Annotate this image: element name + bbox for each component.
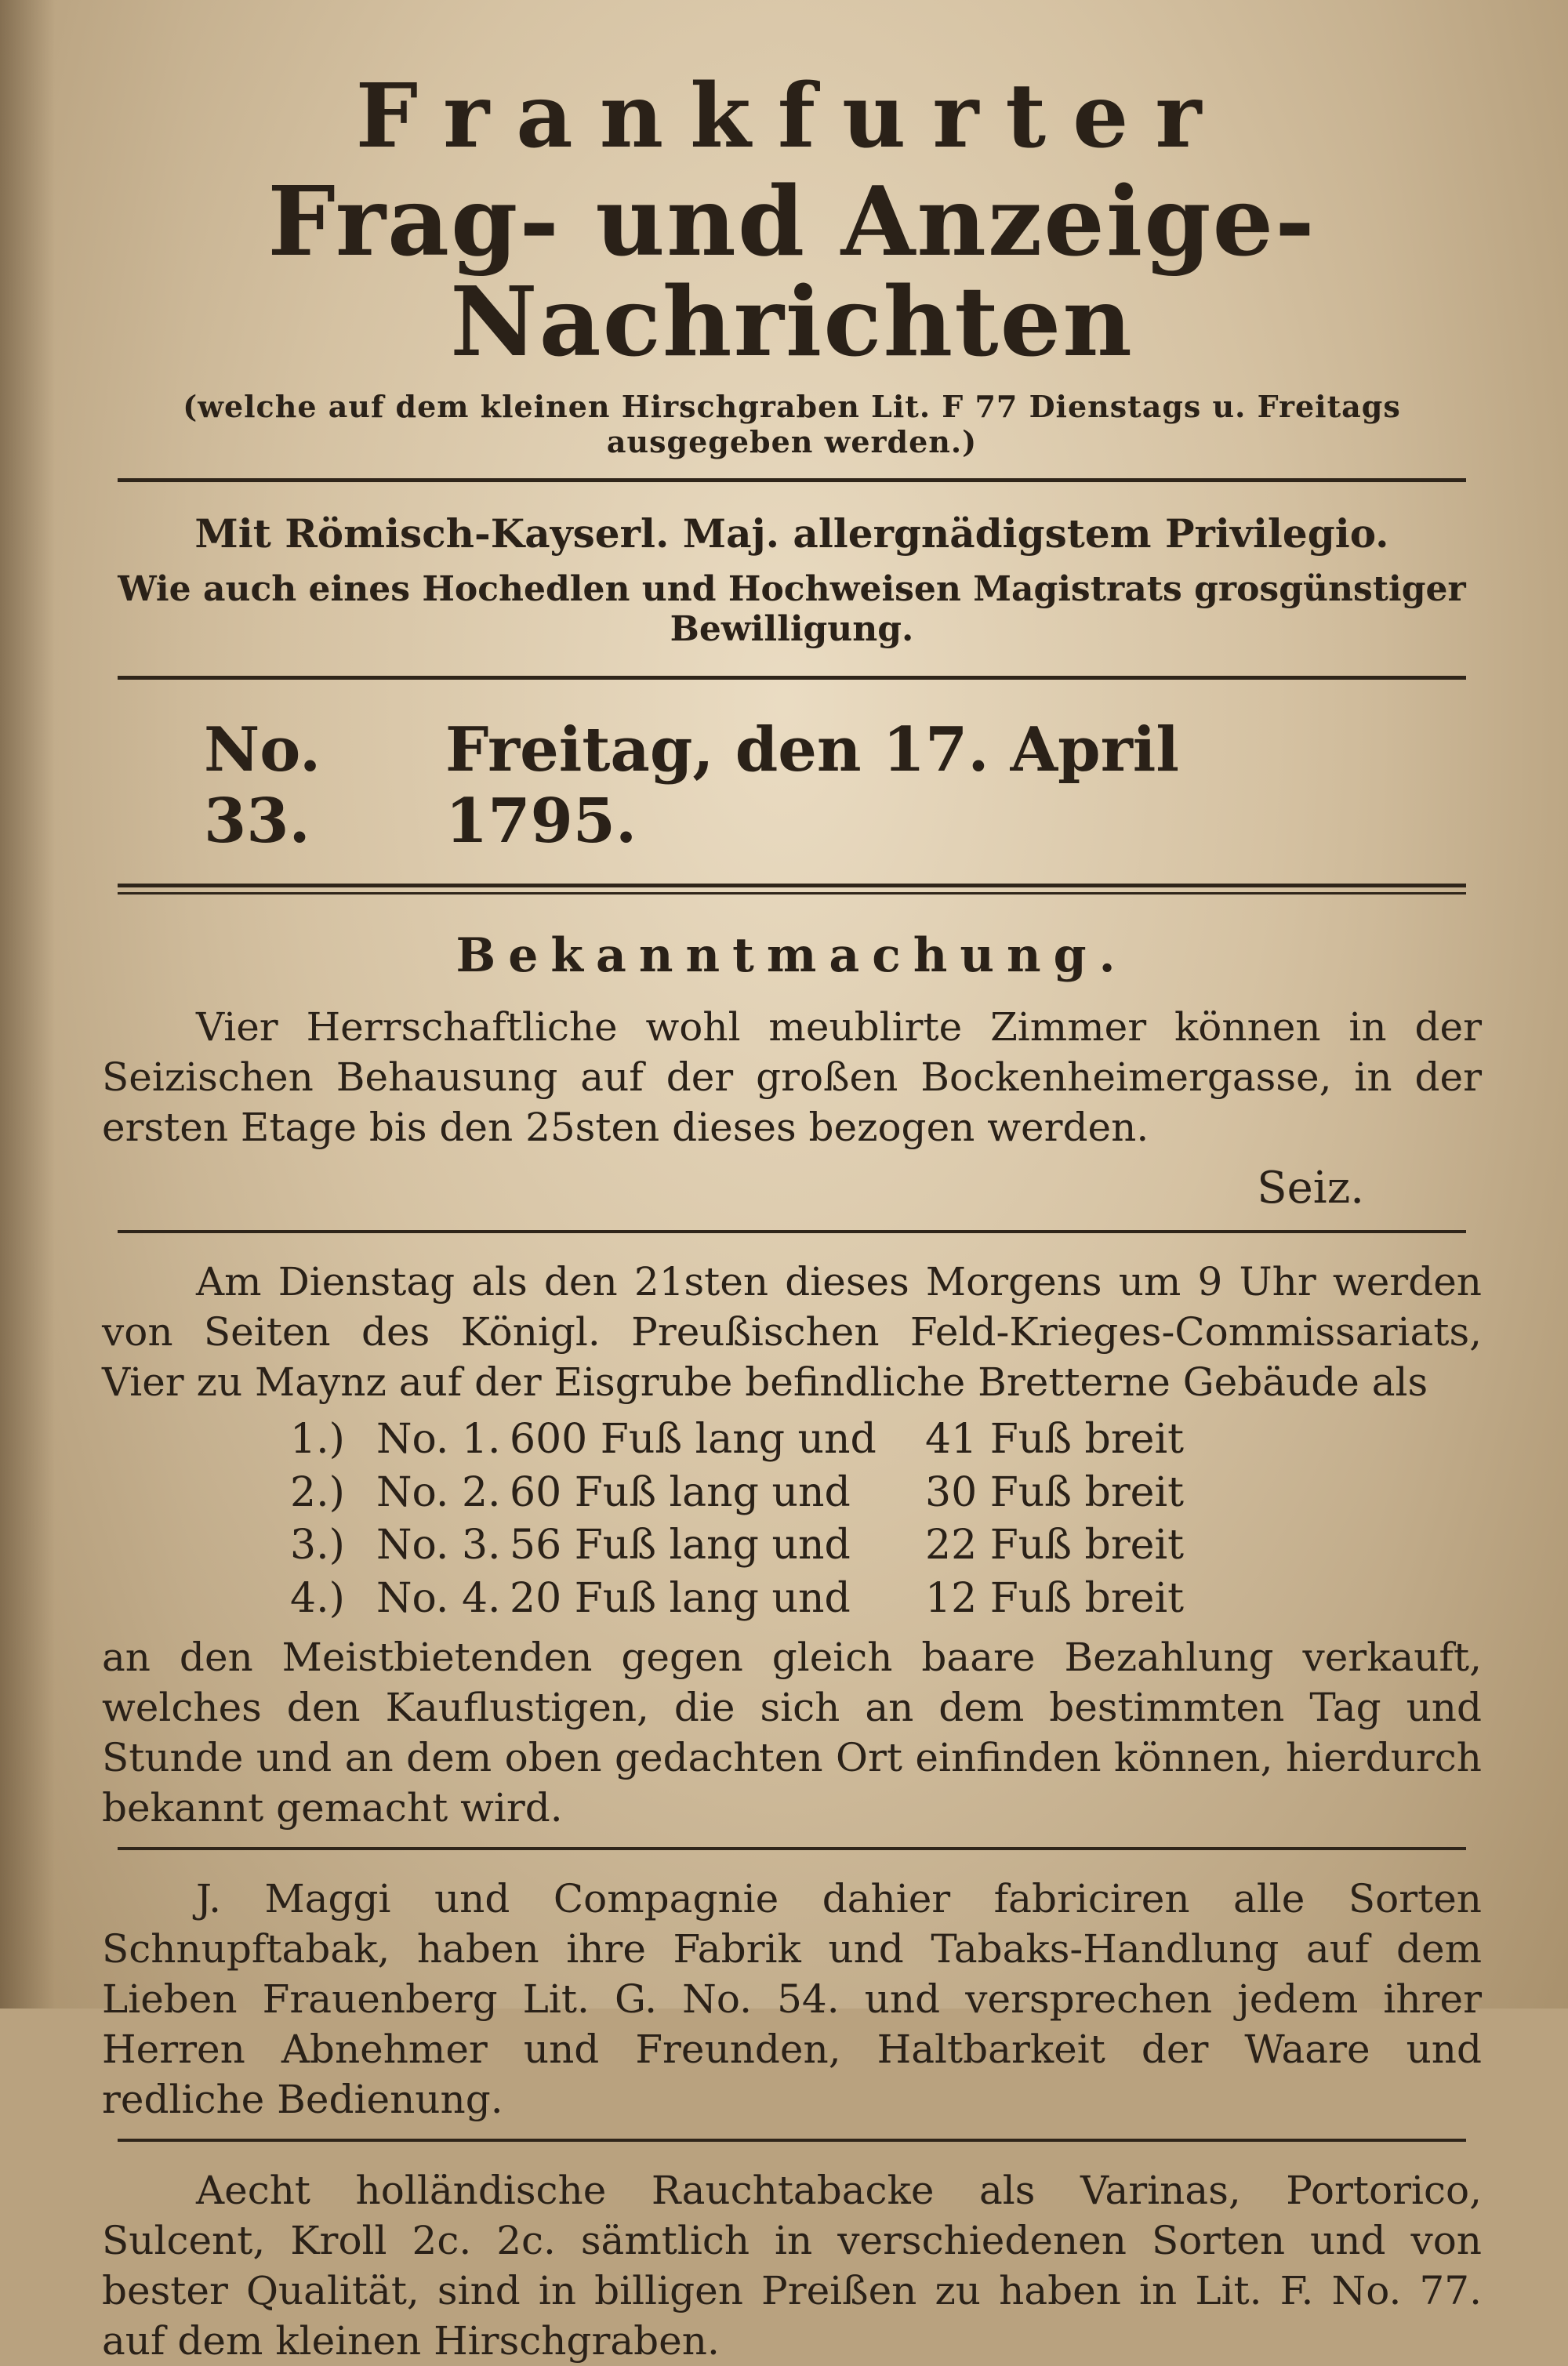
building-item <box>290 1467 1482 1520</box>
masthead-title: Frag- und Anzeige-Nachrichten <box>267 164 1316 378</box>
item-length: 20 Fuß lang und <box>510 1575 851 1623</box>
item-length: 600 Fuß lang und <box>510 1416 877 1464</box>
building-item <box>290 1519 1482 1573</box>
item-index: 2.) <box>290 1468 345 1516</box>
privilege-line-2: Wie auch eines Hochedlen und Hochweisen Magistrats grosgünstiger Bewilligung. <box>118 568 1466 649</box>
item-width: 12 Fuß breit <box>925 1575 1184 1623</box>
notice-text: J. Maggi und Compagnie dahier fabriciren alle Sorten Schnupftabak, haben ihre Fabrik und Tabaks-Handlung auf dem Lieben Frauenberg Lit. G. No. 54. und versprechen jedem ihrer Herren Abnehmer und Freunden, Haltbarkeit der Waare und redliche Bedienung. <box>102 1875 1482 2122</box>
item-width: 30 Fuß breit <box>925 1468 1184 1516</box>
dateline <box>204 714 1380 857</box>
item-number: No. 2. <box>376 1468 501 1516</box>
item-index: 3.) <box>290 1522 345 1569</box>
item-number: No. 1. <box>376 1416 501 1464</box>
dateline-rule <box>118 884 1466 895</box>
item-index: 4.) <box>290 1575 345 1623</box>
notice-intro: Am Dienstag als den 21sten dieses Morgens um 9 Uhr werden von Seiten des Königl. Preußischen Feld-Krieges-Commissariats, Vier zu Maynz auf der Eisgrube befindliche Bretterne Gebäude als <box>102 1259 1482 1406</box>
notice-separator <box>118 2139 1466 2142</box>
notice-pipe-tobacco <box>102 2165 1482 2366</box>
masthead-rule <box>118 478 1466 482</box>
notice-buildings-sale <box>102 1257 1482 1832</box>
building-item <box>290 1413 1482 1467</box>
notice-apartments <box>102 926 1482 1216</box>
notice-signature: Seiz. <box>1257 1162 1364 1214</box>
privilege-rule <box>118 676 1466 680</box>
item-width: 41 Fuß breit <box>925 1416 1184 1464</box>
item-width: 22 Fuß breit <box>925 1522 1184 1569</box>
masthead <box>86 65 1497 680</box>
notice-text: Aecht holländische Rauchtabacke als Varinas, Portorico, Sulcent, Kroll 2c. 2c. sämtlich in verschiedenen Sorten und von bester Qualität, sind in billigen Preißen zu haben in Lit. F. No. 77. auf dem kleinen Hirschgraben. <box>102 2167 1482 2364</box>
item-length: 56 Fuß lang und <box>510 1522 851 1569</box>
notice-text: Vier Herrschaftliche wohl meublirte Zimmer können in der Seizischen Behausung auf der großen Bockenheimergasse, in der ersten Etage bis den 25sten dieses bezogen werden. <box>102 1003 1482 1150</box>
issue-number: No. 33. <box>204 713 321 857</box>
privilege-line: Mit Römisch-Kayserl. Maj. allergnädigstem Privilegio. <box>194 510 1389 557</box>
item-number: No. 3. <box>376 1522 501 1569</box>
masthead-subtitle: (welche auf dem kleinen Hirschgraben Lit. F 77 Dienstags u. Freitags ausgegeben werden.) <box>183 388 1401 459</box>
issue-date: Freitag, den 17. April 1795. <box>445 713 1180 857</box>
notice-snuff-tobacco <box>102 1874 1482 2125</box>
building-list <box>290 1413 1482 1625</box>
masthead-city: Frankfurter <box>355 65 1229 168</box>
notice-separator <box>118 1230 1466 1233</box>
building-item <box>290 1573 1482 1626</box>
notice-outro: an den Meistbietenden gegen gleich baare Bezahlung verkauft, welches den Kauflustigen, die sich an dem bestimmten Tag und Stunde und an dem oben gedachten Ort einfinden können, hierdurch bekannt gemacht wird. <box>102 1634 1482 1831</box>
item-length: 60 Fuß lang und <box>510 1468 851 1516</box>
notice-heading: Bekanntmachung. <box>456 927 1128 983</box>
item-number: No. 4. <box>376 1575 501 1623</box>
notice-separator <box>118 1847 1466 1850</box>
item-index: 1.) <box>290 1416 345 1464</box>
